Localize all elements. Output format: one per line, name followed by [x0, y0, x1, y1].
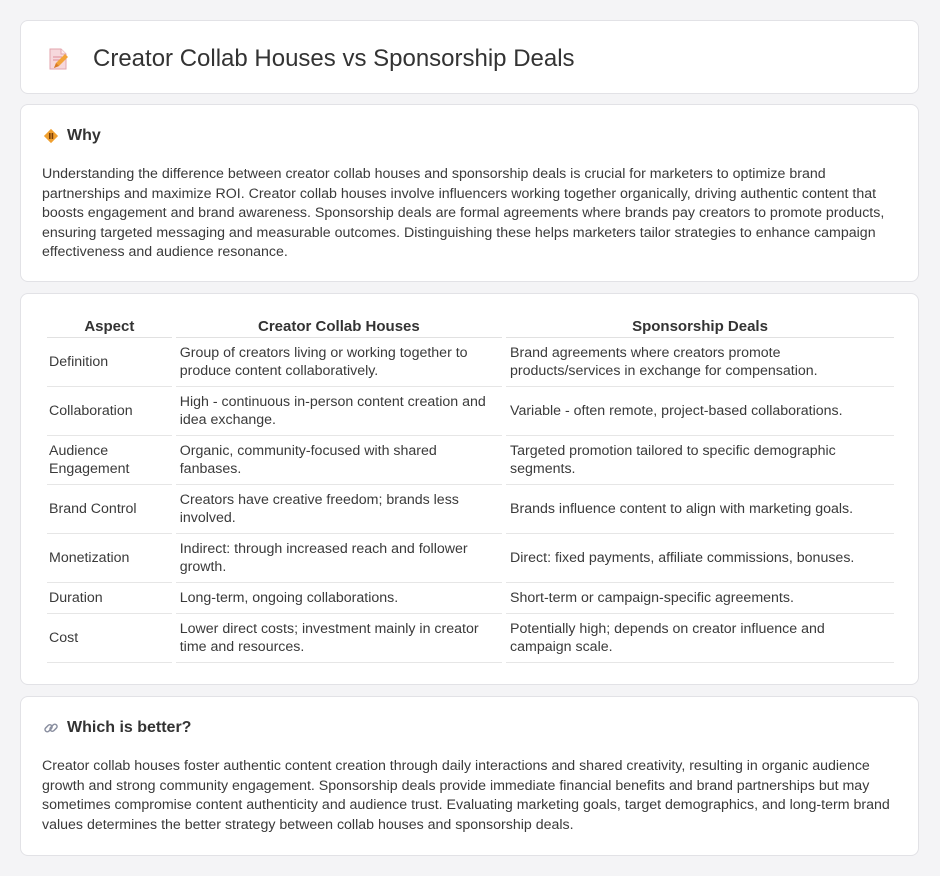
- row-sponsorship: Short-term or campaign-specific agreements.: [506, 583, 894, 614]
- row-collab: High - continuous in-person content creation and idea exchange.: [176, 387, 502, 436]
- header-collab-houses: Creator Collab Houses: [176, 316, 502, 338]
- header-sponsorship-deals: Sponsorship Deals: [506, 316, 894, 338]
- link-icon: [43, 720, 59, 736]
- row-collab: Long-term, ongoing collaborations.: [176, 583, 502, 614]
- row-aspect: Collaboration: [47, 387, 172, 436]
- table-row: [47, 485, 894, 534]
- comparison-section: [20, 293, 919, 685]
- better-text: Creator collab houses foster authentic content creation through daily interactions and shared creativity, resulting in organic audience growth and strong community engagement. Sponsorship deals provide immediate financial benefits and brand partnerships but may sometimes compromise content authenticity and audience trust. Evaluating marketing goals, target demographics, and long-term brand values determines the better strategy between collab houses and sponsorship deals.: [42, 758, 890, 833]
- table-row: [47, 436, 894, 485]
- why-title: Why: [67, 127, 101, 144]
- row-collab: Indirect: through increased reach and follower growth.: [176, 534, 502, 583]
- page-title: Creator Collab Houses vs Sponsorship Deals: [93, 45, 575, 72]
- table-row: [47, 614, 894, 663]
- row-collab: Group of creators living or working together to produce content collaboratively.: [176, 338, 502, 387]
- row-collab: Lower direct costs; investment mainly in creator time and resources.: [176, 614, 502, 663]
- title-row: [45, 45, 575, 73]
- row-collab: Creators have creative freedom; brands less involved.: [176, 485, 502, 534]
- title-card: [20, 20, 919, 94]
- row-sponsorship: Potentially high; depends on creator influence and campaign scale.: [506, 614, 894, 663]
- better-title: Which is better?: [67, 719, 192, 736]
- row-aspect: Monetization: [47, 534, 172, 583]
- row-sponsorship: Variable - often remote, project-based collaborations.: [506, 387, 894, 436]
- header-aspect: Aspect: [47, 316, 172, 338]
- row-sponsorship: Direct: fixed payments, affiliate commissions, bonuses.: [506, 534, 894, 583]
- table-row: [47, 534, 894, 583]
- document-pencil-icon: [45, 46, 71, 72]
- better-header: [43, 719, 191, 737]
- table-row: [47, 338, 894, 387]
- row-sponsorship: Brands influence content to align with marketing goals.: [506, 485, 894, 534]
- row-aspect: Duration: [47, 583, 172, 614]
- table-header-row: [47, 316, 894, 338]
- diamond-warning-icon: [43, 128, 59, 144]
- why-header: [43, 127, 101, 145]
- row-aspect: Cost: [47, 614, 172, 663]
- which-is-better-section: [20, 696, 919, 856]
- row-sponsorship: Targeted promotion tailored to specific demographic segments.: [506, 436, 894, 485]
- row-aspect: Brand Control: [47, 485, 172, 534]
- row-sponsorship: Brand agreements where creators promote products/services in exchange for compensation.: [506, 338, 894, 387]
- row-collab: Organic, community-focused with shared fanbases.: [176, 436, 502, 485]
- comparison-table: [43, 316, 898, 663]
- why-text: Understanding the difference between creator collab houses and sponsorship deals is crucial for marketers to optimize brand partnerships and maximize ROI. Creator collab houses involve influencers working together organically, driving authentic content that boosts engagement and brand awareness. Sponsorship deals are formal agreements where brands pay creators to promote products, ensuring targeted messaging and measurable outcomes. Distinguishing these helps marketers tailor strategies to enhance campaign effectiveness and audience resonance.: [42, 166, 885, 260]
- row-aspect: Definition: [47, 338, 172, 387]
- table-row: [47, 583, 894, 614]
- why-section: [20, 104, 919, 282]
- table-row: [47, 387, 894, 436]
- row-aspect: Audience Engagement: [47, 436, 172, 485]
